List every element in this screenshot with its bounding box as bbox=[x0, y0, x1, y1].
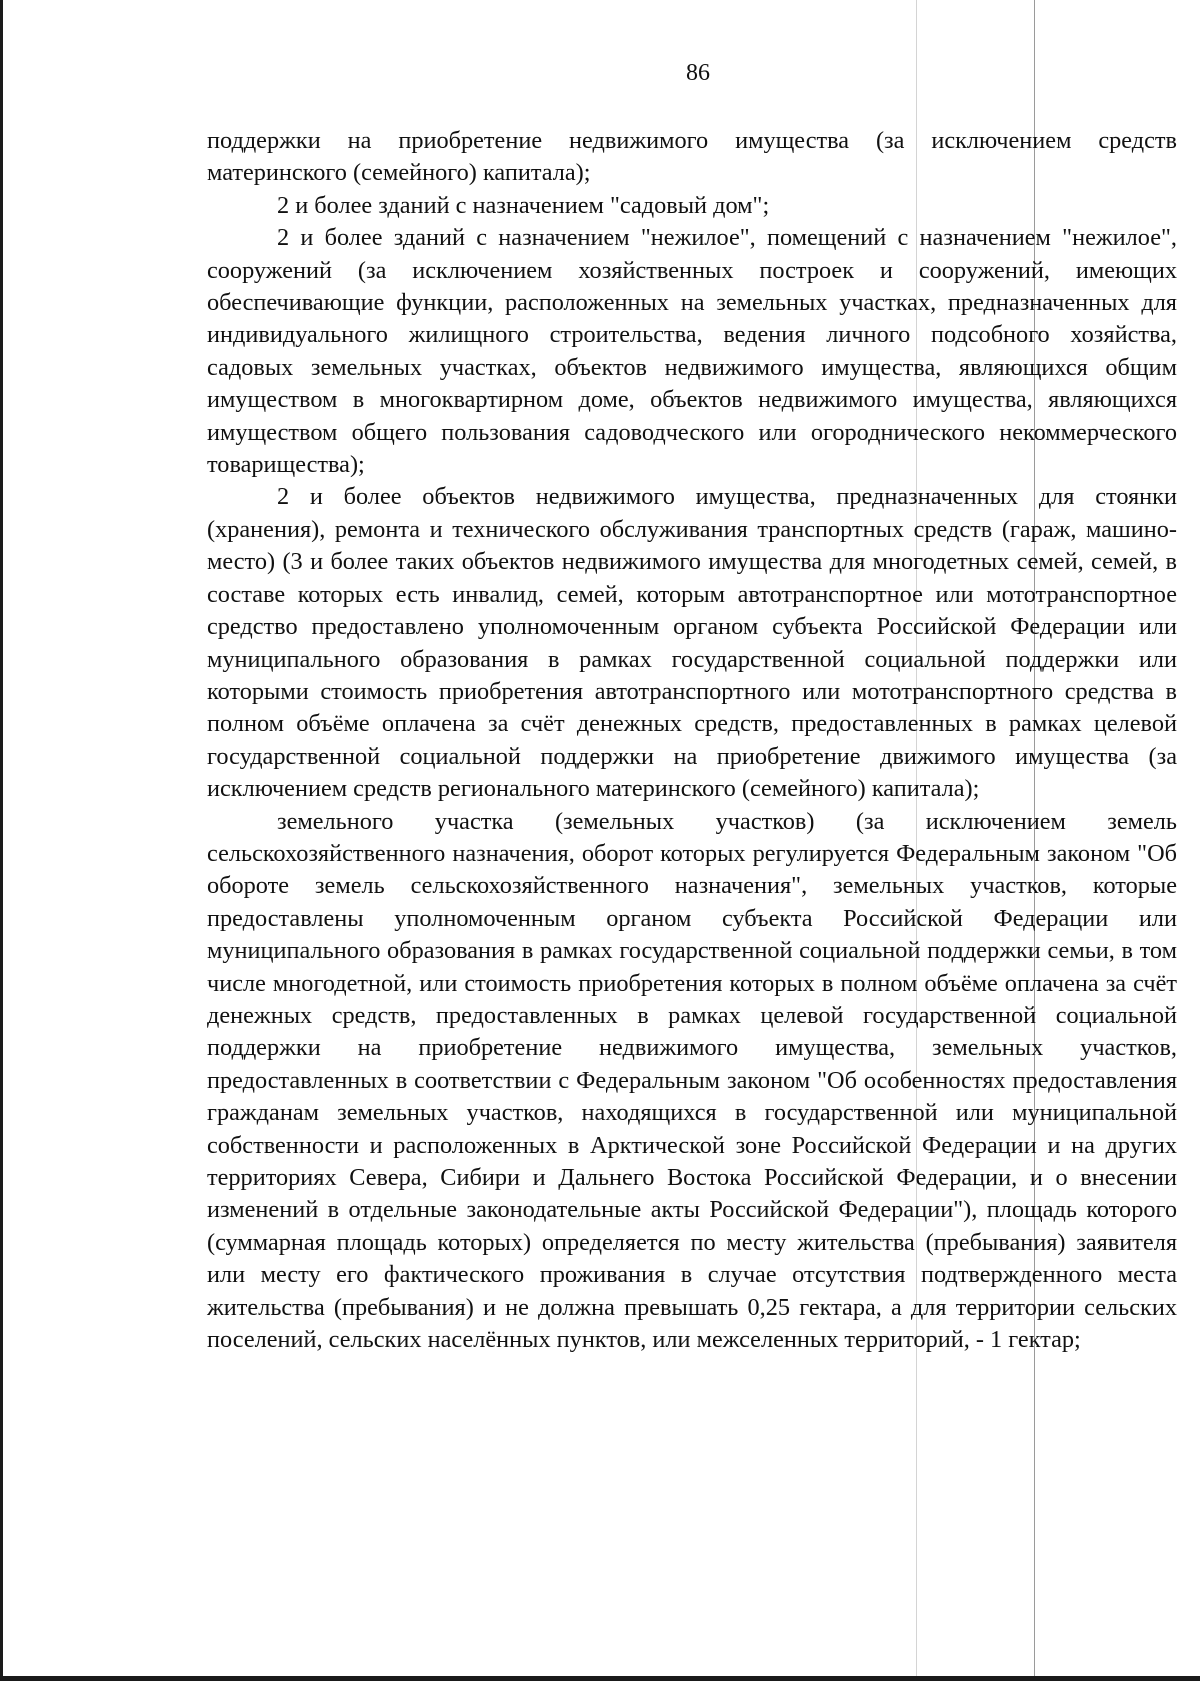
paragraph-1: поддержки на приобретение недвижимого имущества (за исключением средств материнского (семейного) капитала); bbox=[207, 127, 1177, 187]
scan-border-left bbox=[0, 0, 3, 1680]
paragraph-3: 2 и более зданий с назначением "нежилое", помещений с назначением "нежилое", сооружений (за исключением хозяйственных построек и сооружений, имеющих обеспечивающие функции, расположенных на земельных участках, предназначенных для индивидуального жилищного строительства, ведения личного подсобного хозяйства, садовых земельных участках, объектов недвижимого имущества, являющихся общим имуществом в многоквартирном доме, объектов недвижимого имущества, являющихся имуществом общего пользования садоводческого или огороднического некоммерческого товарищества); bbox=[207, 224, 1177, 479]
paragraph-5: земельного участка (земельных участков) (за исключением земель сельскохозяйственного назначения, оборот которых регулируется Федеральным законом "Об обороте земель сельскохозяйственного назначения", земельных участков, которые предоставлены уполномоченным органом субъекта Российской Федерации или муниципального образования в рамках государственной социальной поддержки семьи, в том числе многодетной, или стоимость приобретения которых в полном объёме оплачена за счёт денежных средств, предоставленных в рамках целевой государственной социальной поддержки на приобретение недвижимого имущества, земельных участков, предоставленных в соответствии с Федеральным законом "Об особенностях предоставления гражданам земельных участков, находящихся в государственной или муниципальной собственности и расположенных в Арктической зоне Российской Федерации и на других территориях Севера, Сибири и Дальнего Востока Российской Федерации, и о внесении изменений в отдельные законодательные акты Российской Федерации"), площадь которого (суммарная площадь которых) определяется по месту жительства (пребывания) заявителя или месту его фактического проживания в случае отсутствия подтвержденного места жительства (пребывания) и не должна превышать 0,25 гектара, а для территории сельских поселений, сельских населённых пунктов, или межселенных территорий, - 1 гектар; bbox=[207, 807, 1177, 1354]
page-number: 86 bbox=[686, 60, 710, 86]
paragraph-2: 2 и более зданий с назначением "садовый дом"; bbox=[277, 191, 770, 219]
paragraph-4: 2 и более объектов недвижимого имущества, предназначенных для стоянки (хранения), ремонта и технического обслуживания транспортных средств (гараж, машино-место) (3 и более таких объектов недвижимого имущества для многодетных семей, семей, в составе которых есть инвалид, семей, которым автотранспортное или мототранспортное средство предоставлено уполномоченным органом субъекта Российской Федерации или муниципального образования в рамках государственной социальной поддержки или которыми стоимость приобретения автотранспортного или мототранспортного средства в полном объёме оплачена за счёт денежных средств, предоставленных в рамках целевой государственной социальной поддержки на приобретение движимого имущества (за исключением средств регионального материнского (семейного) капитала); bbox=[207, 483, 1177, 803]
scan-border-bottom bbox=[0, 1676, 1200, 1681]
document-body bbox=[207, 125, 1177, 1356]
